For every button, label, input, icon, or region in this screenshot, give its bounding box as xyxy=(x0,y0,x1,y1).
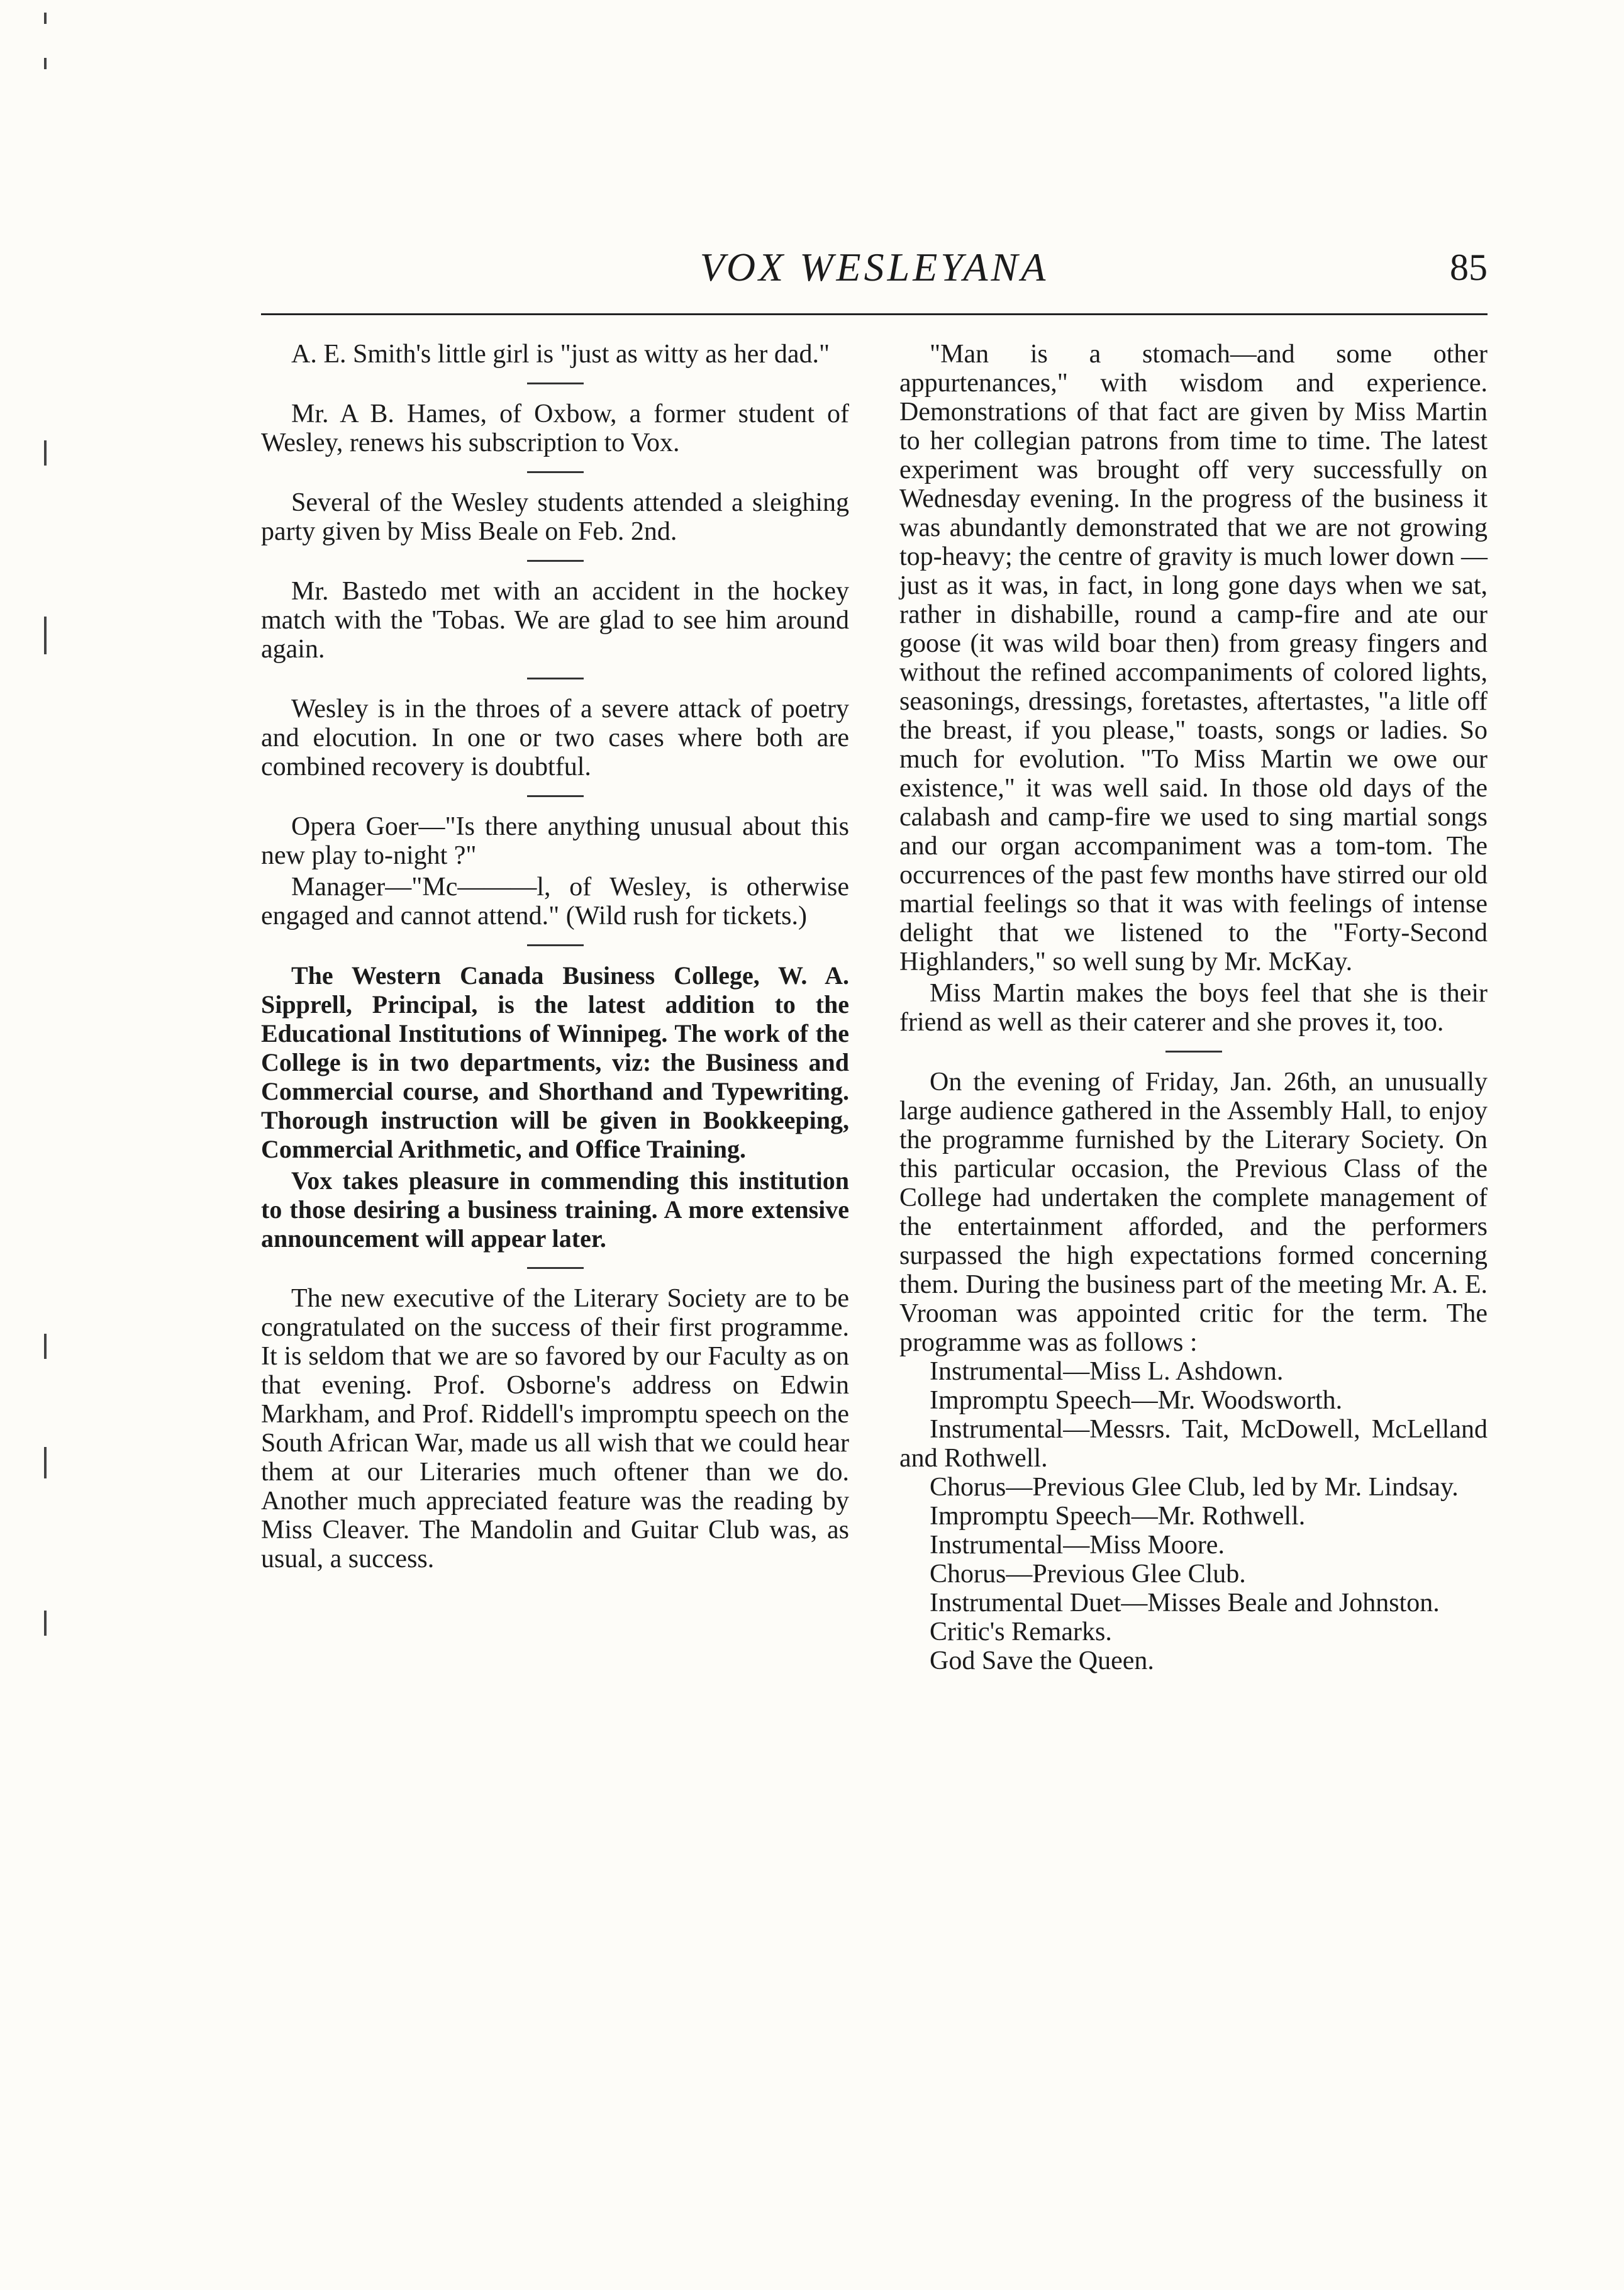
paragraph: Mr. Bastedo met with an accident in the hockey match with the 'Tobas. We are glad to see him around again. xyxy=(261,577,849,664)
separator xyxy=(1165,1051,1222,1053)
programme-item: Instrumental—Miss Moore. xyxy=(930,1531,1225,1560)
news-item xyxy=(261,399,849,457)
news-item xyxy=(261,340,849,369)
article-catering xyxy=(899,340,1488,1037)
programme-item: Chorus—Previous Glee Club, led by Mr. Lindsay. xyxy=(930,1473,1459,1502)
news-item xyxy=(261,577,849,664)
programme-item: Chorus—Previous Glee Club. xyxy=(930,1560,1246,1589)
programme-item: God Save the Queen. xyxy=(930,1646,1154,1675)
programme-item: Instrumental Duet—Misses Beale and Johnston. xyxy=(930,1589,1440,1617)
header-rule xyxy=(261,313,1488,315)
separator xyxy=(527,795,584,797)
programme-item: Critic's Remarks. xyxy=(930,1617,1112,1646)
paragraph: Manager—"Mc———l, of Wesley, is otherwise engaged and cannot attend." (Wild rush for tickets.) xyxy=(261,873,849,930)
paragraph: On the evening of Friday, Jan. 26th, an unusually large audience gathered in the Assembly Hall, to enjoy the programme furnished by the Literary Society. On this particular occasion, the Previous Class of the College had undertaken the complete management of the entertainment afforded, and the performers surpassed the high expectations formed concerning them. During the business part of the meeting Mr. A. E. Vrooman was appointed critic for the term. The programme was as follows : xyxy=(899,1068,1488,1357)
news-item xyxy=(261,695,849,781)
article-literary-evening xyxy=(899,1068,1488,1675)
paragraph: Mr. A B. Hames, of Oxbow, a former student of Wesley, renews his subscription to Vox. xyxy=(261,399,849,457)
separator xyxy=(527,383,584,384)
programme-item: Instrumental—Miss L. Ashdown. xyxy=(930,1357,1284,1386)
paragraph: Miss Martin makes the boys feel that she is their friend as well as their caterer and she proves it, too. xyxy=(899,979,1488,1037)
separator xyxy=(527,944,584,946)
separator xyxy=(527,560,584,562)
paragraph: Opera Goer—"Is there anything unusual about this new play to-night ?" xyxy=(261,812,849,870)
news-item xyxy=(261,488,849,546)
news-item xyxy=(261,1284,849,1573)
separator xyxy=(527,1267,584,1269)
programme-item: Impromptu Speech—Mr. Rothwell. xyxy=(930,1502,1306,1531)
paragraph: The Western Canada Business College, W. A. Sipprell, Principal, is the latest addition to the Educational Institutions of Winnipeg. The work of the College is in two departments, viz: the Business and Commercial course, and Shorthand and Typewriting. Thorough instruction will be given in Bookkeeping, Commercial Arithmetic, and Office Training. xyxy=(261,961,849,1163)
separator xyxy=(527,678,584,679)
programme-item: Impromptu Speech—Mr. Woodsworth. xyxy=(930,1386,1343,1415)
advertisement-item xyxy=(261,961,849,1253)
binding-marks xyxy=(44,0,57,2290)
journal-title: VOX WESLEYANA xyxy=(699,245,1049,289)
paragraph: Vox takes pleasure in commending this institution to those desiring a business training. A more extensive announcement will appear later. xyxy=(261,1166,849,1253)
paragraph: The new executive of the Literary Society are to be congratulated on the success of their first programme. It is seldom that we are so favored by our Faculty as on that evening. Prof. Osborne's address on Edwin Markham, and Prof. Riddell's impromptu speech on the South African War, made us all wish that we could hear them at our Literaries much oftener than we do. Another much appreciated feature was the reading by Miss Cleaver. The Mandolin and Guitar Club was, as usual, a success. xyxy=(261,1284,849,1573)
right-column xyxy=(899,340,1488,1685)
separator xyxy=(527,471,584,473)
programme-item: Instrumental—Messrs. Tait, McDowell, McLelland and Rothwell. xyxy=(899,1415,1488,1473)
paragraph: "Man is a stomach—and some other appurtenances," with wisdom and experience. Demonstrations of that fact are given by Miss Martin to her collegian patrons from time to time. The latest experiment was brought off very successfully on Wednesday evening. In the progress of the business it was abundantly demonstrated that we are not growing top-heavy; the centre of gravity is much lower down —just as it was, in fact, in long gone days when we sat, rather in dishabille, round a camp-fire and ate our goose (it was wild boar then) from greasy fingers and without the refined accompaniments of colored lights, seasonings, dressings, foretastes, aftertastes, "a litle off the breast, if you please," toasts, songs or ladies. So much for evolution. "To Miss Martin we owe our existence," it was well said. In those old days of the calabash and camp-fire we used to sing martial songs and our organ accompaniment was a tom-tom. The occurrences of the past few months have stirred our old martial feelings so that it was with feelings of intense delight that we listened to the "Forty-Second Highlanders," so well sung by Mr. McKay. xyxy=(899,340,1488,976)
page-number: 85 xyxy=(1450,247,1488,288)
paragraph: Several of the Wesley students attended a sleighing party given by Miss Beale on Feb. 2nd. xyxy=(261,488,849,546)
page-header xyxy=(261,242,1488,311)
programme-list xyxy=(899,1357,1488,1675)
paragraph: Wesley is in the throes of a severe attack of poetry and elocution. In one or two cases where both are combined recovery is doubtful. xyxy=(261,695,849,781)
left-column xyxy=(261,340,849,1583)
paragraph: A. E. Smith's little girl is "just as witty as her dad." xyxy=(291,340,830,369)
news-item xyxy=(261,812,849,930)
